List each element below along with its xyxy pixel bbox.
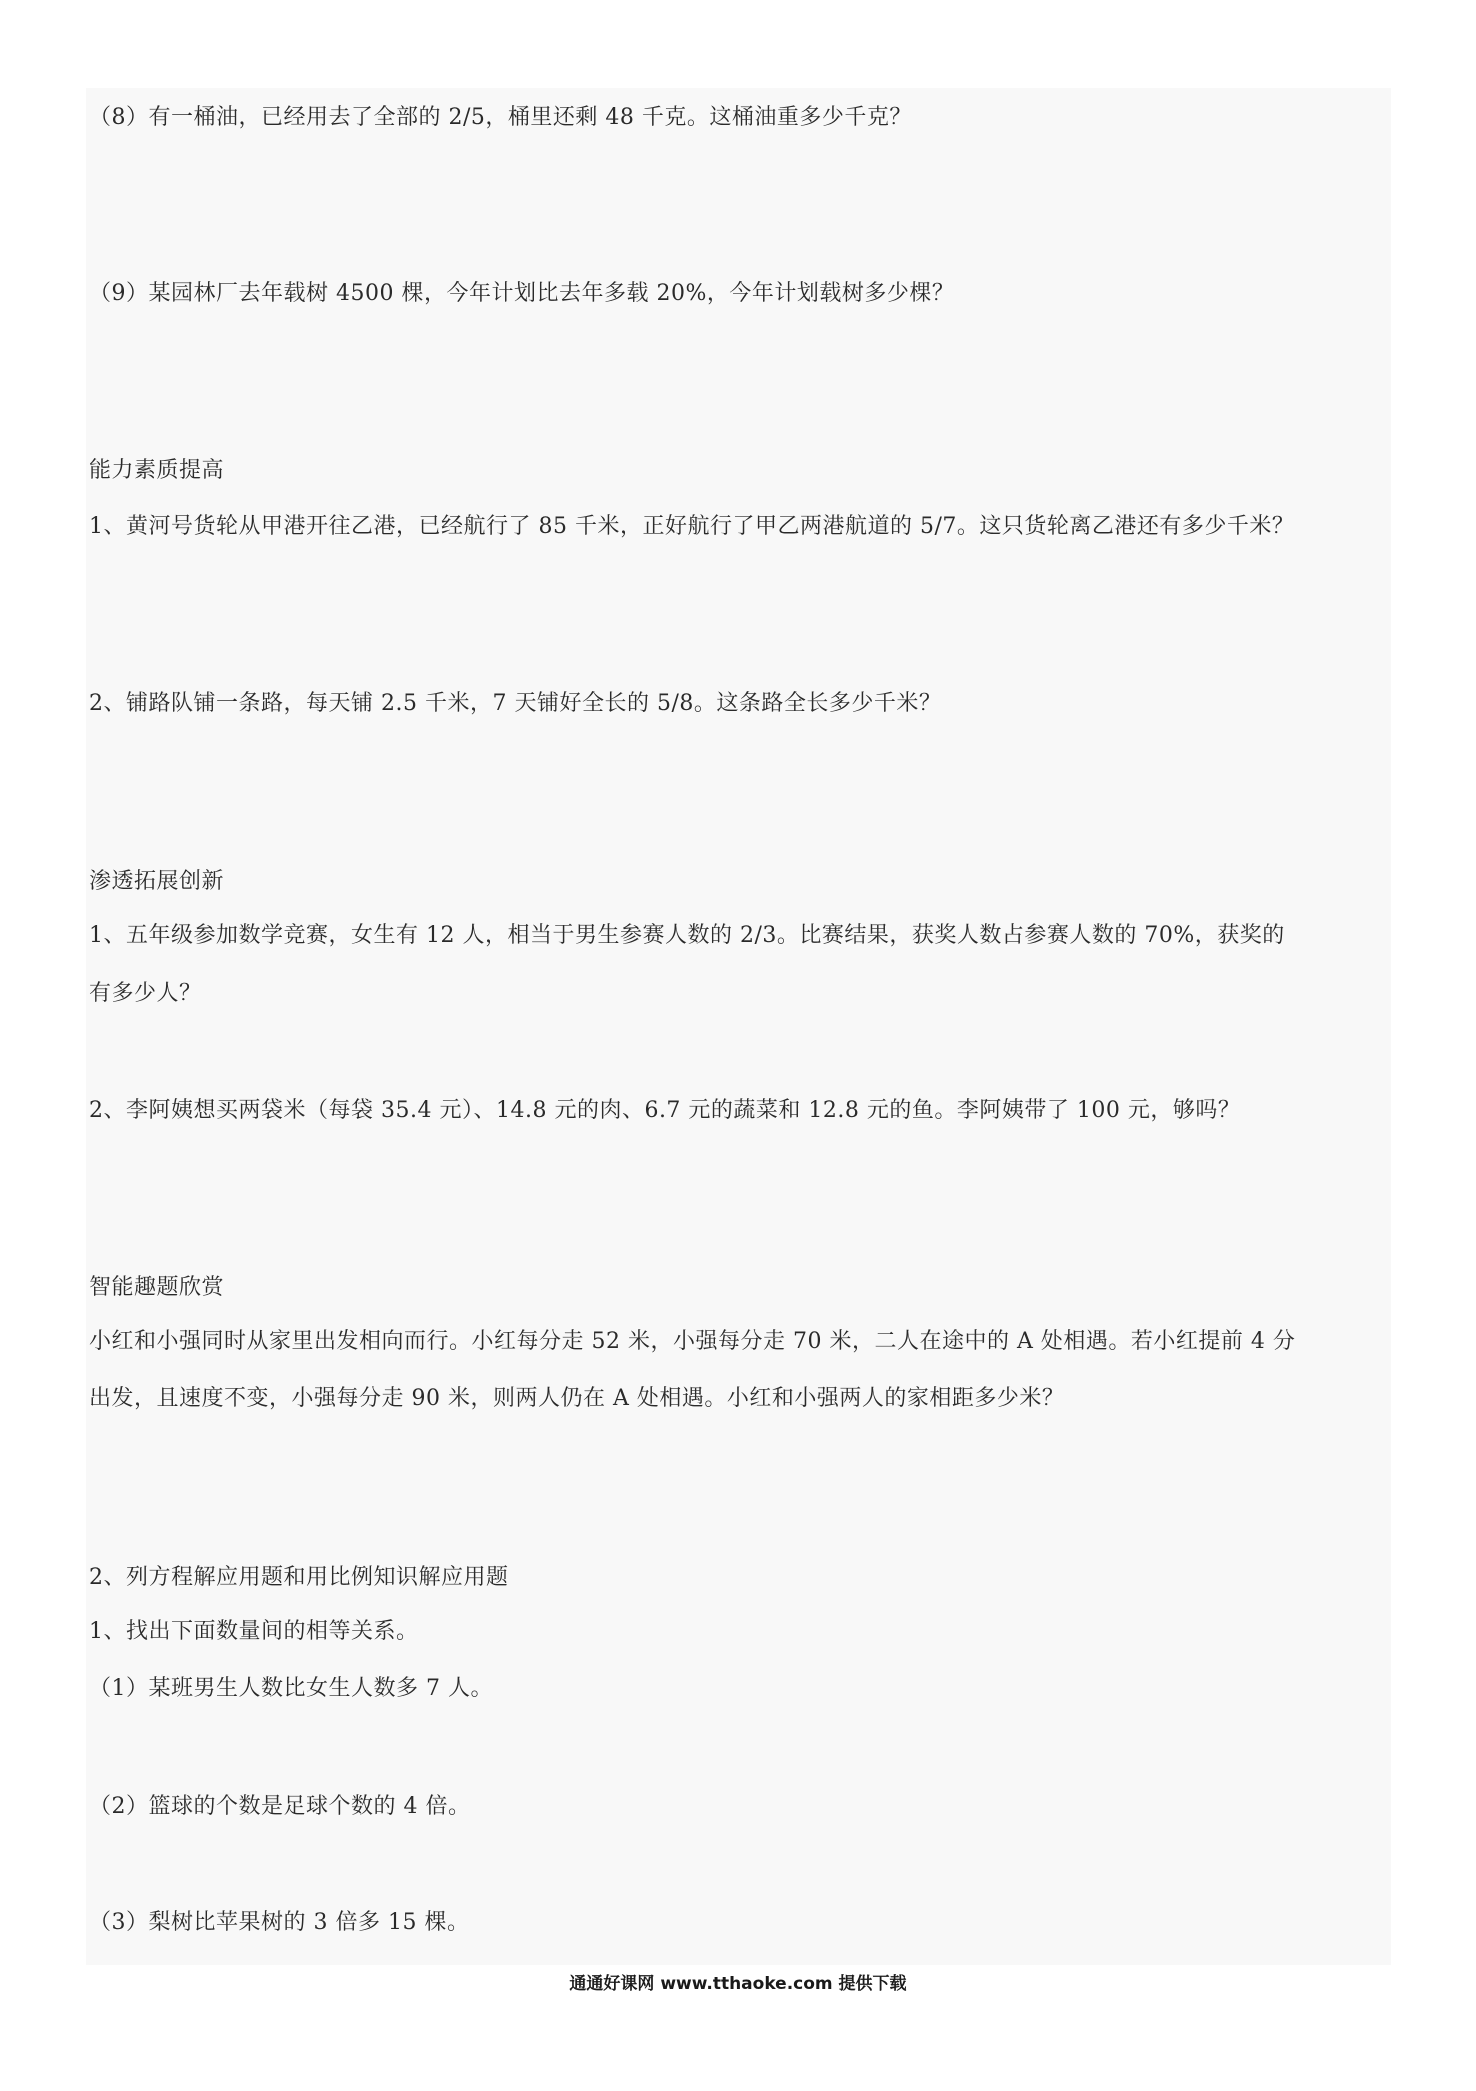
extend-question-1-line-2: 有多少人？ bbox=[89, 981, 202, 1006]
page-footer: 通通好课网 www.tthaoke.com 提供下载 bbox=[569, 1974, 907, 1994]
equation-question-1: 1、找出下面数量间的相等关系。 bbox=[89, 1619, 419, 1644]
fun-question-line-2: 出发，且速度不变，小强每分走 90 米，则两人仍在 A 处相遇。小红和小强两人的家相距多少米？ bbox=[89, 1386, 1065, 1411]
ability-question-1: 1、黄河号货轮从甲港开往乙港，已经航行了 85 千米，正好航行了甲乙两港航道的 5/7。这只货轮离乙港还有多少千米？ bbox=[89, 514, 1295, 539]
ability-question-2: 2、铺路队铺一条路，每天铺 2.5 千米，7 天铺好全长的 5/8。这条路全长多少千米？ bbox=[89, 691, 942, 716]
extend-question-1-line-1: 1、五年级参加数学竞赛，女生有 12 人，相当于男生参赛人数的 2/3。比赛结果，获奖人数占参赛人数的 70%，获奖的 bbox=[89, 923, 1285, 948]
equation-item-2: （2）篮球的个数是足球个数的 4 倍。 bbox=[89, 1794, 471, 1819]
equation-item-1: （1）某班男生人数比女生人数多 7 人。 bbox=[89, 1676, 493, 1701]
section-heading-extend: 渗透拓展创新 bbox=[89, 869, 225, 894]
section-heading-ability: 能力素质提高 bbox=[89, 458, 225, 483]
section-heading-fun: 智能趣题欣赏 bbox=[89, 1275, 225, 1300]
question-8: （8）有一桶油，已经用去了全部的 2/5，桶里还剩 48 千克。这桶油重多少千克？ bbox=[89, 105, 912, 130]
question-9: （9）某园林厂去年载树 4500 棵，今年计划比去年多载 20%，今年计划载树多少棵？ bbox=[89, 281, 955, 306]
section-heading-equation: 2、列方程解应用题和用比例知识解应用题 bbox=[89, 1565, 509, 1590]
extend-question-2: 2、李阿姨想买两袋米（每袋 35.4 元）、14.8 元的肉、6.7 元的蔬菜和 12.8 元的鱼。李阿姨带了 100 元，够吗？ bbox=[89, 1098, 1241, 1123]
fun-question-line-1: 小红和小强同时从家里出发相向而行。小红每分走 52 米，小强每分走 70 米，二人在途中的 A 处相遇。若小红提前 4 分 bbox=[89, 1329, 1296, 1354]
equation-item-3: （3）梨树比苹果树的 3 倍多 15 棵。 bbox=[89, 1910, 470, 1935]
